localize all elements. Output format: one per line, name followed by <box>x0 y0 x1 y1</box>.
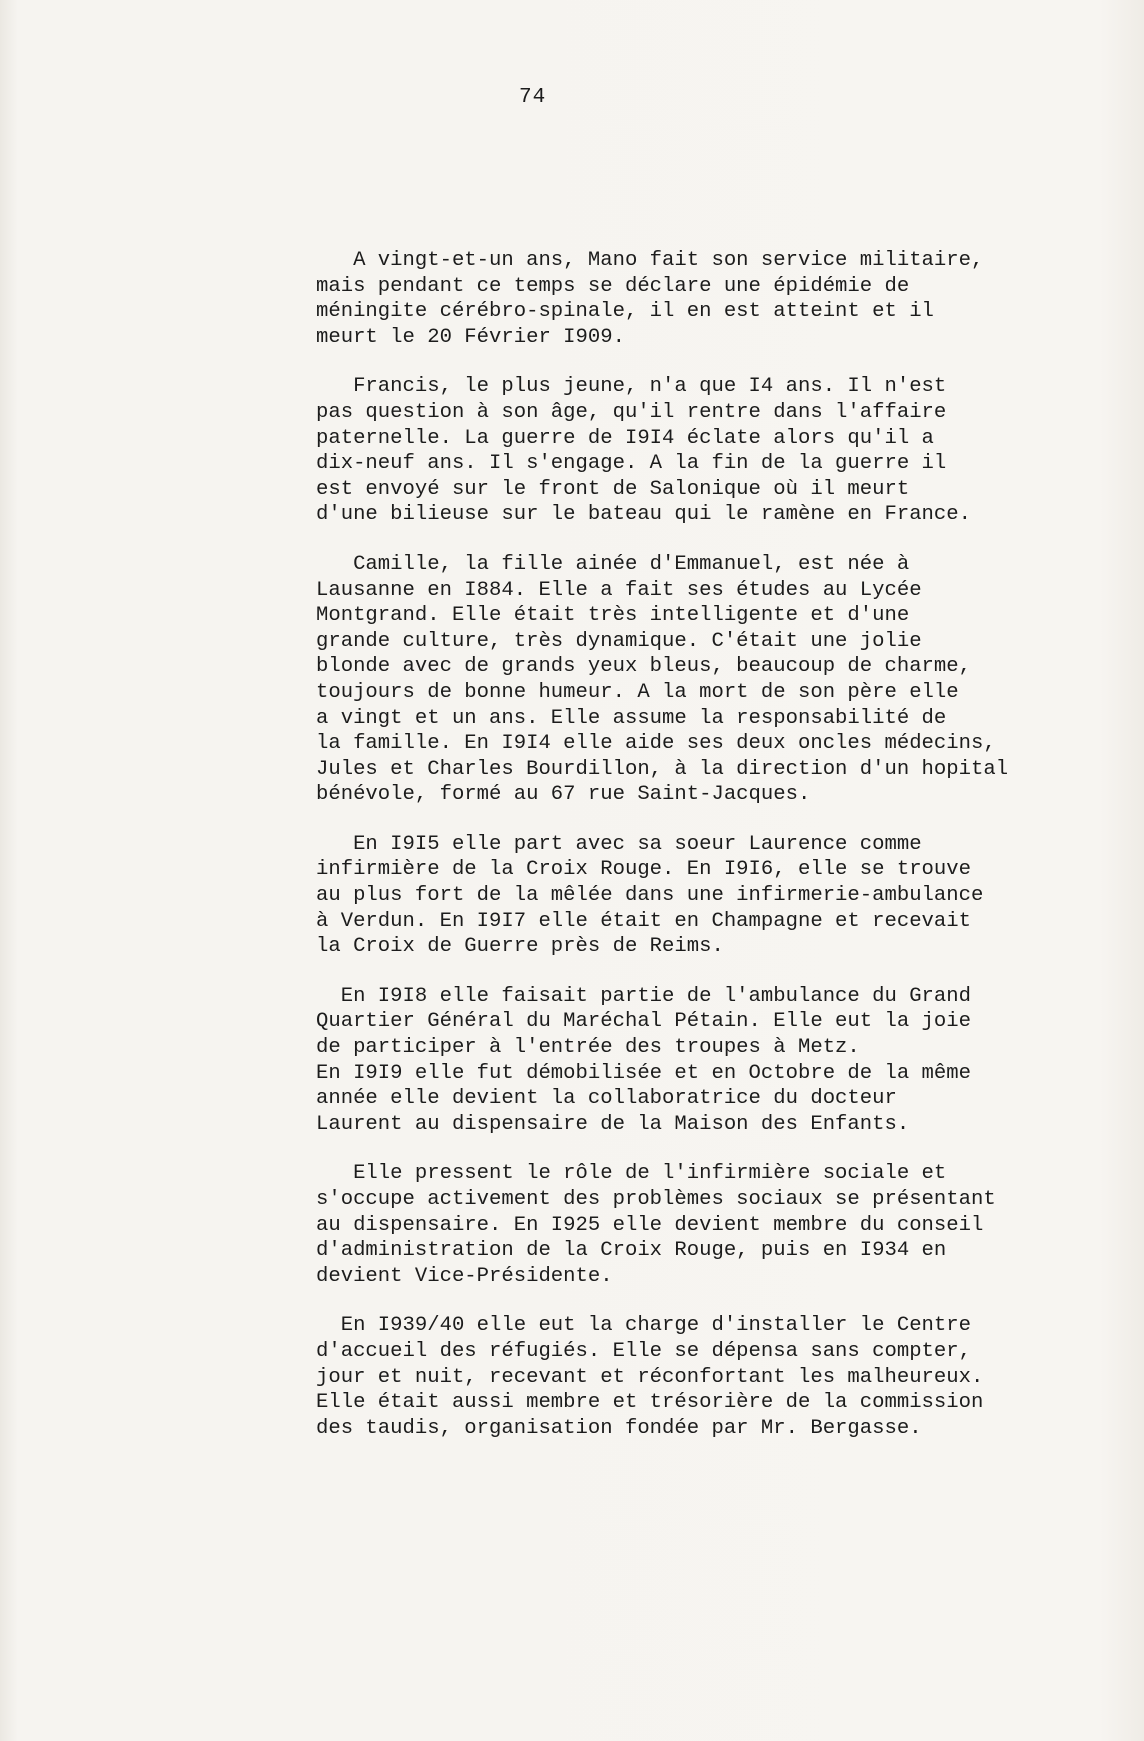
text-line: est envoyé sur le front de Salonique où il meurt <box>316 477 910 501</box>
text-line: d'administration de la Croix Rouge, puis en I934 en <box>316 1239 947 1263</box>
text-line: grande culture, très dynamique. C'était une jolie <box>316 629 922 653</box>
text-line: dix-neuf ans. Il s'engage. A la fin de la guerre il <box>316 452 947 476</box>
text-line: devient Vice-Présidente. <box>316 1264 613 1288</box>
text-line: la Croix de Guerre près de Reims. <box>316 935 724 959</box>
text-line: Francis, le plus jeune, n'a que I4 ans. Il n'est <box>316 375 947 399</box>
text-line: En I9I9 elle fut démobilisée et en Octobre de la même <box>316 1061 971 1085</box>
paragraph <box>316 832 1116 960</box>
paragraph <box>316 374 1116 528</box>
text-line: Lausanne en I884. Elle a fait ses études au Lycée <box>316 578 922 602</box>
text-line: paternelle. La guerre de I9I4 éclate alors qu'il a <box>316 426 934 450</box>
text-line: a vingt et un ans. Elle assume la responsabilité de <box>316 706 947 730</box>
body-text <box>316 248 1116 1441</box>
text-line: Laurent au dispensaire de la Maison des Enfants. <box>316 1112 910 1136</box>
text-line: année elle devient la collaboratrice du docteur <box>316 1087 897 1111</box>
text-line: au dispensaire. En I925 elle devient membre du conseil <box>316 1213 984 1237</box>
text-line: Elle était aussi membre et trésorière de la commission <box>316 1391 984 1415</box>
text-line: Montgrand. Elle était très intelligente et d'une <box>316 604 910 628</box>
text-line: s'occupe activement des problèmes sociaux se présentant <box>316 1188 996 1211</box>
text-line: d'accueil des réfugiés. Elle se dépensa sans compter, <box>316 1339 971 1363</box>
text-line: au plus fort de la mêlée dans une infirmerie-ambulance <box>316 884 984 908</box>
text-line: jour et nuit, recevant et réconfortant les malheureux. <box>316 1365 984 1389</box>
text-line: Camille, la fille ainée d'Emmanuel, est née à <box>316 552 910 576</box>
text-line: Elle pressent le rôle de l'infirmière sociale et <box>316 1162 947 1186</box>
paragraph <box>316 552 1116 808</box>
page-number: 74 <box>519 86 547 109</box>
text-line: la famille. En I9I4 elle aide ses deux oncles médecins, <box>316 732 996 756</box>
text-line: infirmière de la Croix Rouge. En I9I6, elle se trouve <box>316 858 971 882</box>
text-line: En I9I5 elle part avec sa soeur Laurence comme <box>316 832 922 856</box>
paragraph <box>316 984 1116 1138</box>
text-line: meurt le 20 Février I909. <box>316 325 625 349</box>
text-line: toujours de bonne humeur. A la mort de son père elle <box>316 680 959 704</box>
text-line: Quartier Général du Maréchal Pétain. Elle eut la joie <box>316 1010 971 1034</box>
text-line: pas question à son âge, qu'il rentre dans l'affaire <box>316 400 947 424</box>
text-line: à Verdun. En I9I7 elle était en Champagne et recevait <box>316 909 971 933</box>
text-line: blonde avec de grands yeux bleus, beaucoup de charme, <box>316 655 971 679</box>
text-line: bénévole, formé au 67 rue Saint-Jacques. <box>316 783 811 807</box>
paragraph <box>316 1313 1116 1441</box>
text-line: d'une bilieuse sur le bateau qui le ramène en France. <box>316 503 971 527</box>
paragraph <box>316 1161 1116 1289</box>
paragraph <box>316 248 1116 350</box>
text-line: En I939/40 elle eut la charge d'installer le Centre <box>316 1314 971 1338</box>
text-line: En I9I8 elle faisait partie de l'ambulance du Grand <box>316 984 971 1008</box>
text-line: Jules et Charles Bourdillon, à la direction d'un hopital <box>316 757 1009 781</box>
text-line: méningite cérébro-spinale, il en est atteint et il <box>316 300 934 324</box>
text-line: mais pendant ce temps se déclare une épidémie de <box>316 274 910 298</box>
text-line: A vingt-et-un ans, Mano fait son service militaire, <box>316 249 984 272</box>
text-line: de participer à l'entrée des troupes à Metz. <box>316 1036 860 1060</box>
text-line: des taudis, organisation fondée par Mr. Bergasse. <box>316 1416 922 1440</box>
